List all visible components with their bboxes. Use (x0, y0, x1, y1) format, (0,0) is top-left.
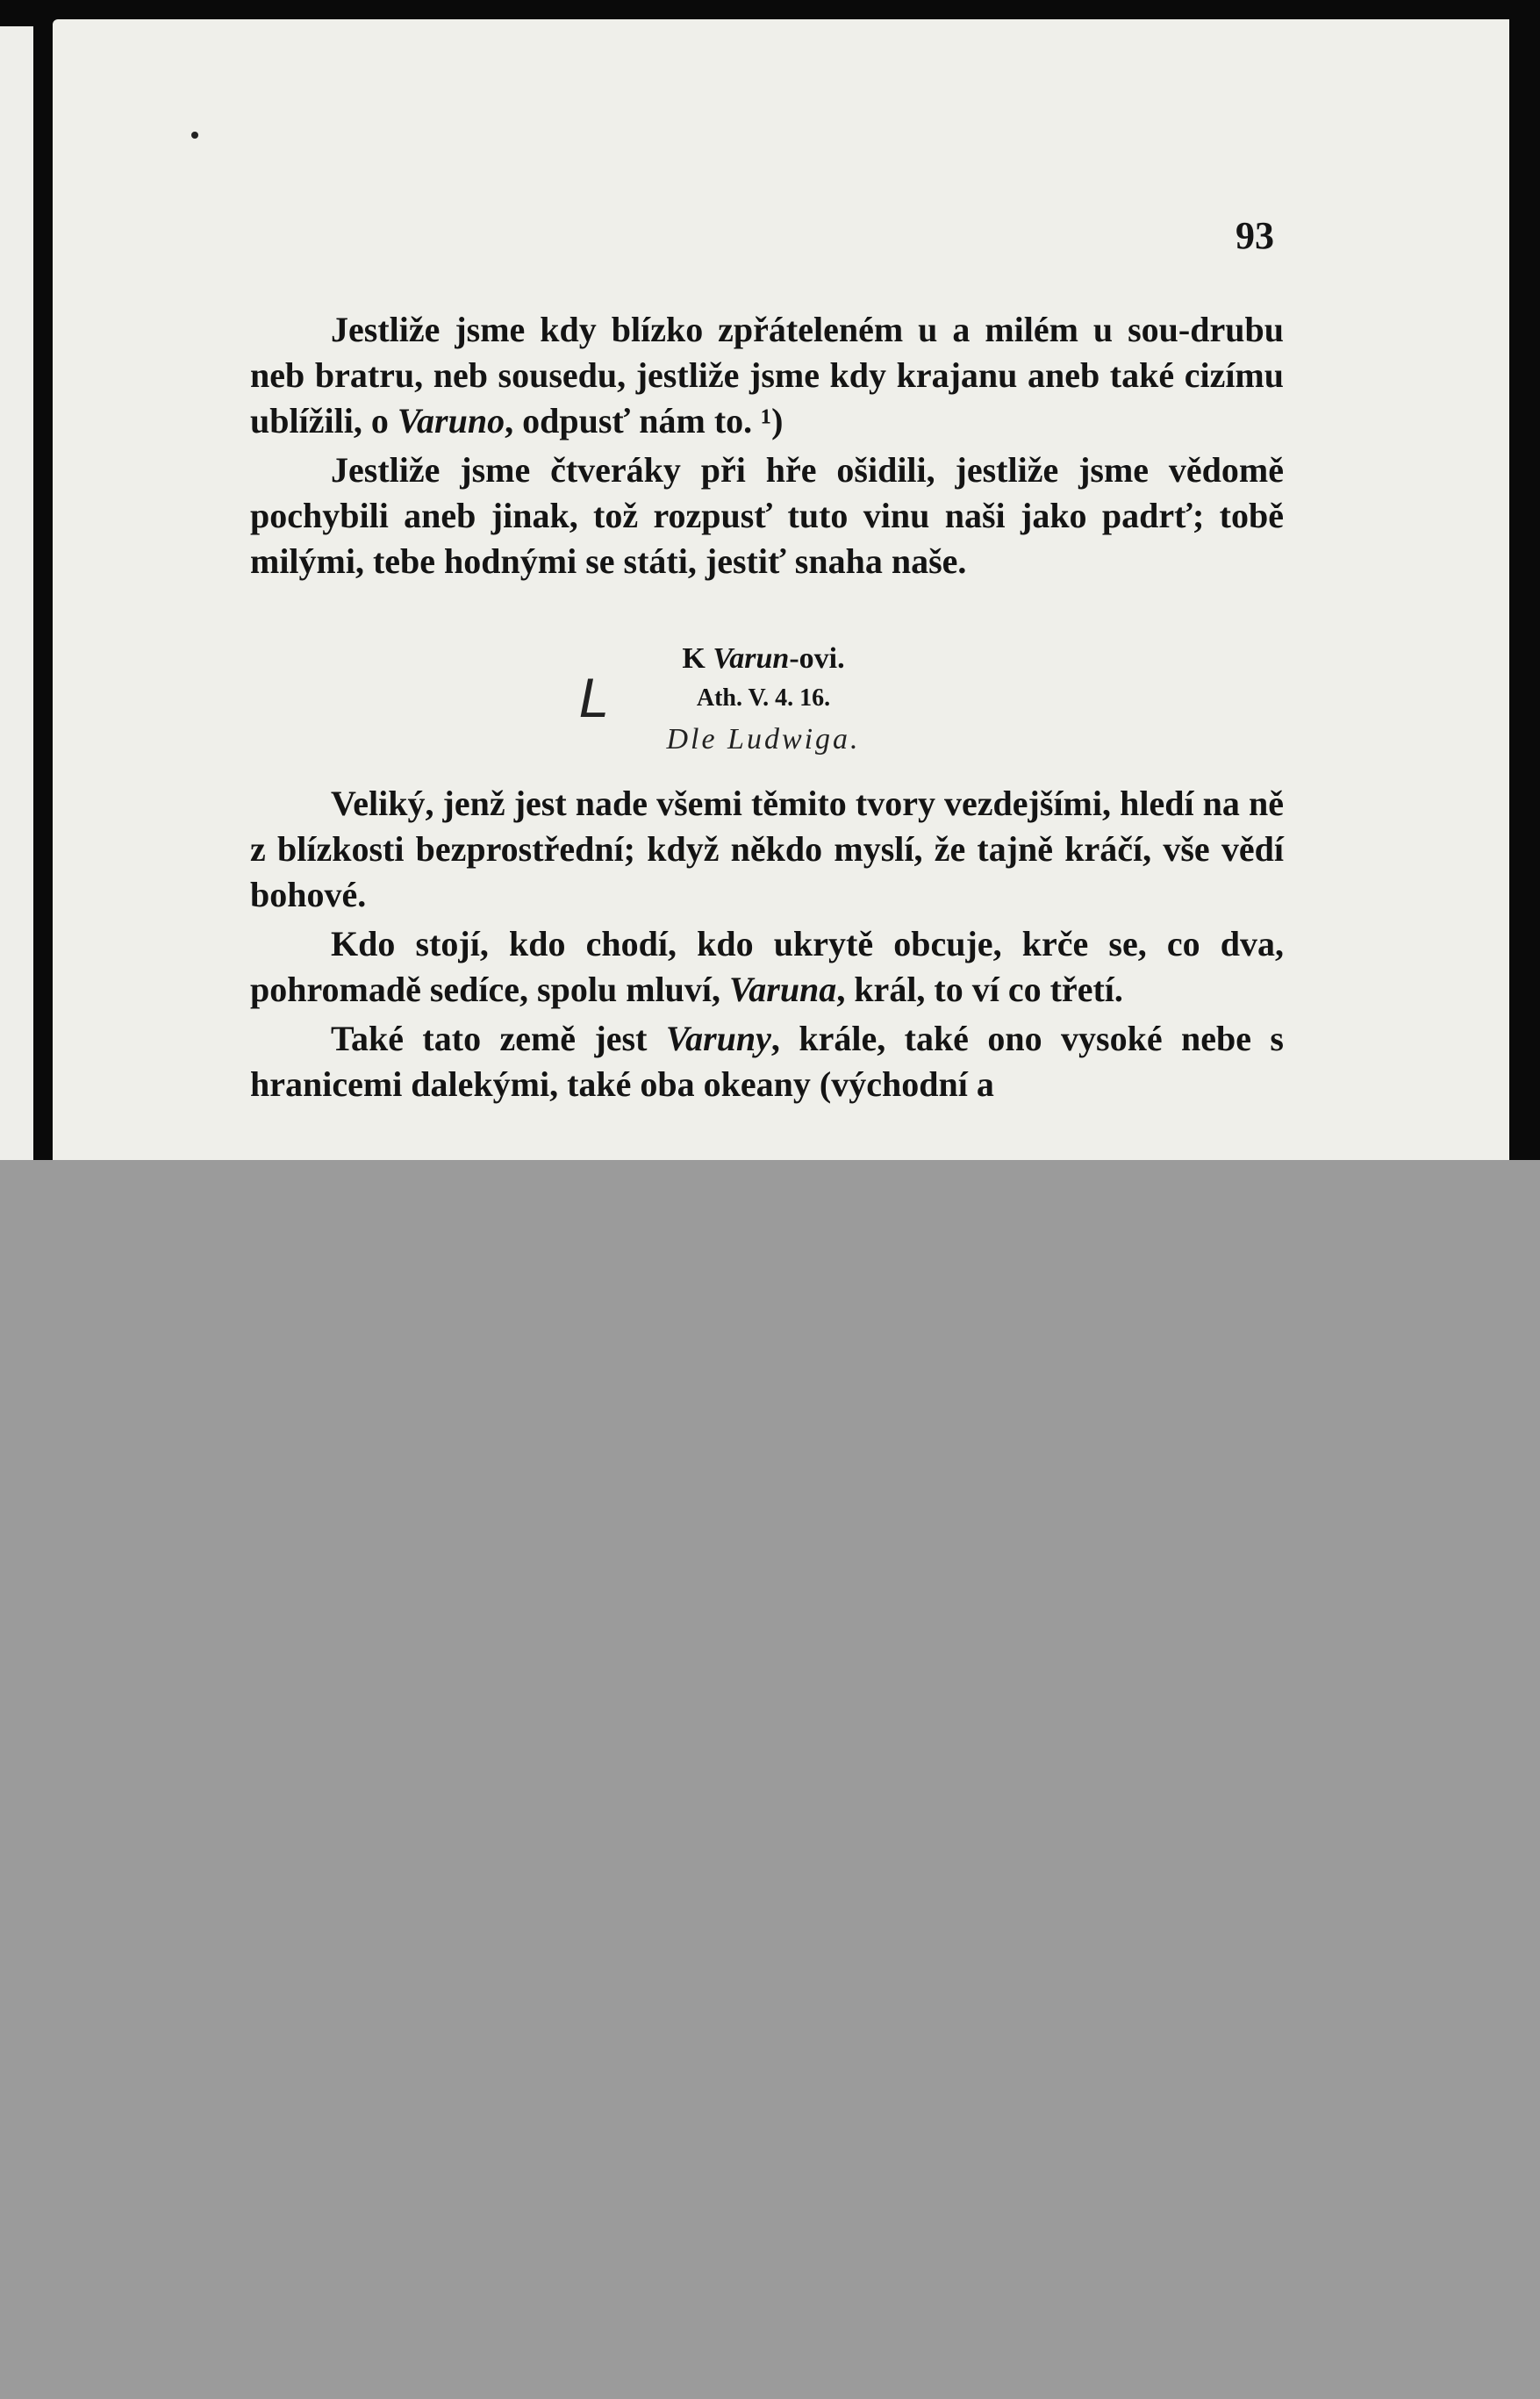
paragraph-1: Jestliže jsme kdy blízko zpřáteleném u a milém u sou-drubu neb bratru, neb sousedu, jestliže jsme kdy krajanu aneb také cizímu ublížili, o Varuno, odpusť nám to. ¹) (250, 310, 1284, 440)
name-varuna: Varuna (729, 970, 837, 1009)
name-varuny: Varuny (665, 1019, 771, 1058)
heading-name: Varun (713, 642, 790, 675)
paragraph-5: Také tato země jest Varuny, krále, také ono vysoké nebe s hranicemi dalekými, také oba okeany (východní a (250, 1019, 1284, 1104)
text-block-bottom (250, 781, 1284, 1107)
text-block-top (250, 307, 1284, 584)
previous-page-edge (0, 26, 33, 1160)
paragraph-4: Kdo stojí, kdo chodí, kdo ukrytě obcuje, krče se, co dva, pohromadě sedíce, spolu mluví, Varuna, král, to ví co třetí. (250, 924, 1284, 1009)
scanned-page-area (0, 0, 1540, 1160)
handwritten-mark: L (579, 669, 609, 730)
blank-gray-area (0, 1160, 1540, 2399)
ink-speck (191, 132, 198, 139)
section-heading: K Varun-ovi. (682, 642, 845, 675)
handwritten-note: Dle Ludwiga. (666, 723, 861, 756)
page-number: 93 (1236, 214, 1274, 257)
name-varuno: Varuno (397, 401, 505, 440)
heading-reference: Ath. V. 4. 16. (696, 684, 831, 712)
paragraph-3: Veliký, jenž jest nade všemi těmito tvory vezdejšími, hledí na ně z blízkosti bezprostřední; když někdo myslí, že tajně kráčí, vše vědí bohové. (250, 784, 1284, 914)
paragraph-2: Jestliže jsme čtveráky při hře ošidili, jestliže jsme vědomě pochybili aneb jinak, tož rozpusť tuto vinu naši jako padrť; tobě milými, tebe hodnými se státi, jestiť snaha naše. (250, 450, 1284, 581)
